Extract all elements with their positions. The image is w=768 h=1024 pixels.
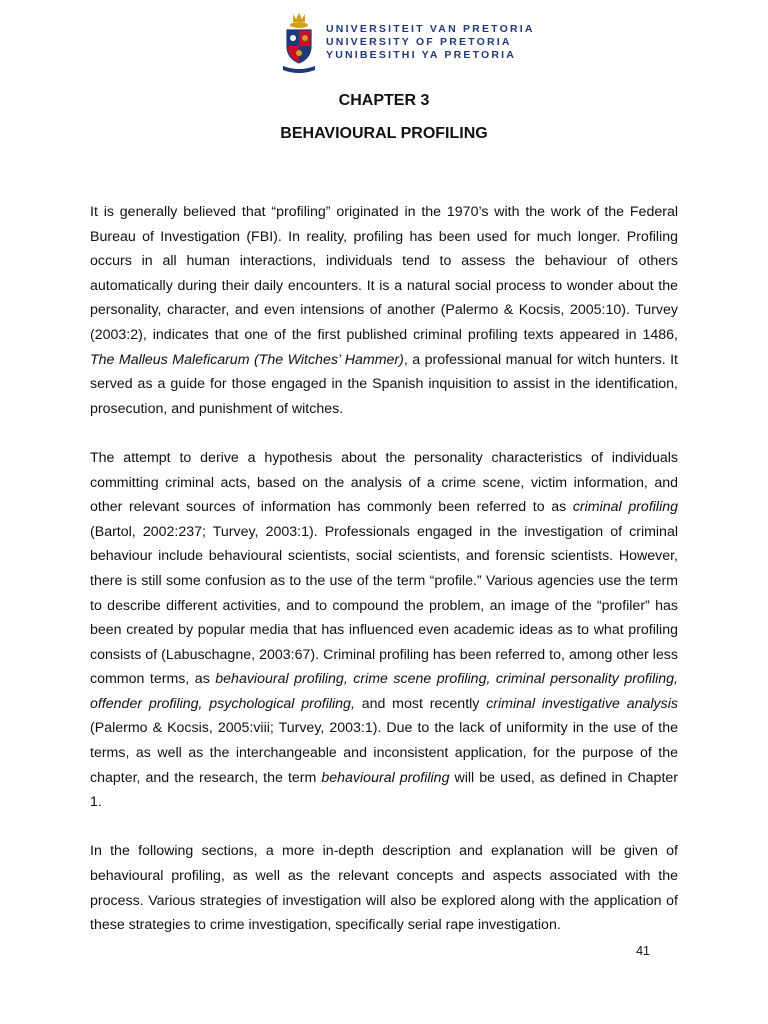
text-segment: The attempt to derive a hypothesis about the personality characteristics of individuals committing criminal acts, based on the analysis of a crime scene, victim information, and other relevant sources of information has commonly been referred to as [90,449,678,516]
university-name-afrikaans: UNIVERSITEIT VAN PRETORIA [326,23,535,35]
text-segment-italic: criminal investigative analysis [486,695,678,712]
text-segment: It is generally believed that “profiling” originated in the 1970’s with the work of the Federal Bureau of Investigation (FBI). In reality, profiling has been used for much longer. Profiling occurs in all human interactions, individuals tend to assess the behaviour of others automatically during their daily encounters. It is a natural social process to wonder about the personality, character, and even intensions of another (Palermo & Kocsis, 2005:10). Turvey (2003:2), indicates that one of the first published criminal profiling texts appeared in 1486, [90,204,678,343]
body-text [90,200,678,962]
university-logo [278,10,535,74]
text-segment: (Bartol, 2002:237; Turvey, 2003:1). Professionals engaged in the investigation of criminal behaviour include behavioural scientists, social scientists, and forensic scientists. However, there is still some confusion as to the use of the term “profile.” Various agencies use the term to describe different activities, and to compound the problem, an image of the “profiler” has been created by popular media that has influenced even academic ideas as to what profiling consists of (Labuschagne, 2003:67). Criminal profiling has been referred to, among other less common terms, as [90,523,678,688]
page-number: 41 [636,944,650,958]
paragraph-2 [90,446,678,815]
text-segment: (Palermo & Kocsis, 2005:viii; Turvey, 2003:1). Due to the lack of uniformity in the use of the terms, as well as the interchangeable and inconsistent application, for the purpose of the chapter, and the research, the term [90,720,678,786]
university-name-sepedi: YUNIBESITHI YA PRETORIA [326,49,517,61]
paragraph-1 [90,200,678,421]
text-segment: will be used, as defined in Chapter 1. [90,769,679,811]
text-segment: In the following sections, a more in-depth description and explanation will be given of behavioural profiling, as well as the relevant concepts and aspects associated with the process. Various strategies of investigation will also be explored along with the application of these strategies to crime investigation, specifically serial rape investigation. [90,843,678,934]
text-segment-italic: criminal profiling [572,499,678,516]
text-segment-italic: behavioural profiling, crime scene profiling, criminal personality profiling, offender profiling, psychological profiling, [90,671,678,712]
chapter-number: CHAPTER 3 [338,92,430,109]
university-names [326,23,535,61]
university-crest-icon [278,10,320,74]
paragraph-3 [90,839,678,937]
chapter-title: BEHAVIOURAL PROFILING [280,125,488,142]
text-segment-italic: The Malleus Maleficarum (The Witches’ Hammer) [90,351,404,368]
university-name-english: UNIVERSITY OF PRETORIA [326,36,512,48]
text-segment-italic: behavioural profiling [321,769,450,786]
text-segment: and most recently [354,695,487,712]
text-segment: , a professional manual for witch hunters. It served as a guide for those engaged in the Spanish inquisition to assist in the identification, prosecution, and punishment of witches. [90,351,679,417]
